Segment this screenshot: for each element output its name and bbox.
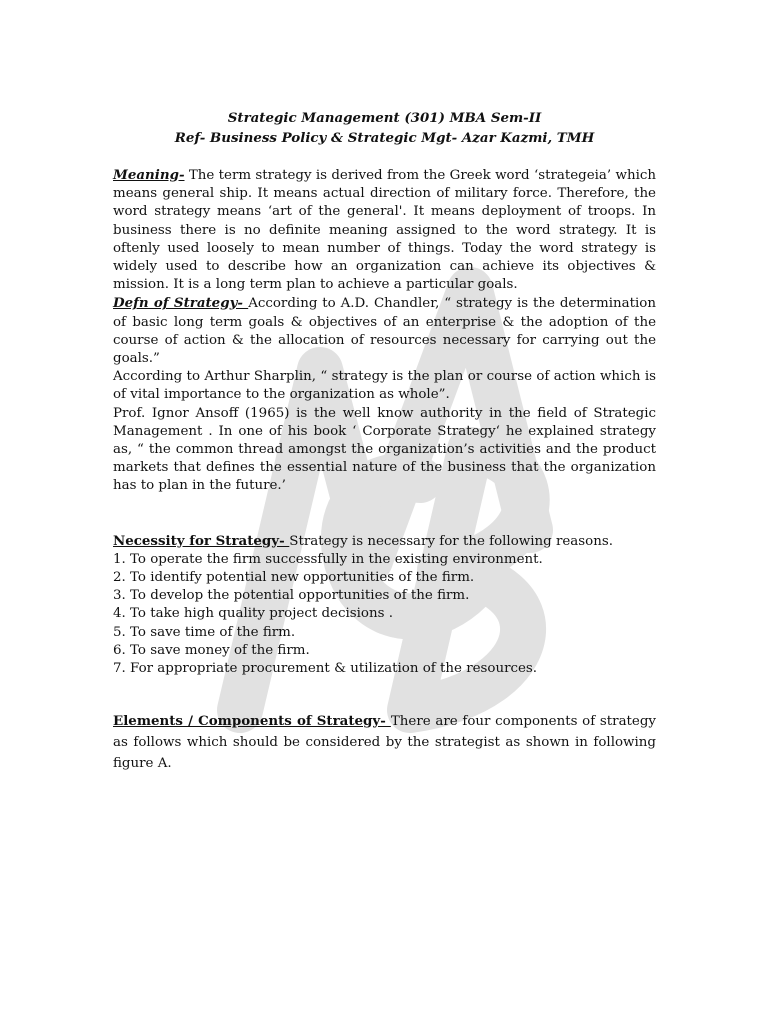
necessity-item: 7. For appropriate procurement & utilization of the resources. (113, 661, 538, 677)
definition-chandler-text: According to A.D. Chandler, “ strategy is the determination of basic long term goals & objectives of an enterprise & the adoption of the course of action & the allocation of resources necessary for carrying out the goals.” (113, 296, 656, 367)
meaning-text: The term strategy is derived from the Greek word ‘strategeia’ which means general ship. It means actual direction of military force. Therefore, the word strategy means ‘art of the general'. It means deployment of troops. In business there is no definite meaning assigned to the word strategy. It is oftenly used loosely to mean number of things. Today the word strategy is widely used to describe how an organization can achieve its objectives & mission. It is a long term plan to achieve a particular goals. (113, 168, 656, 293)
necessity-item: 2. To identify potential new opportunities of the firm. (113, 570, 475, 586)
definition-heading: Defn of Strategy- (113, 295, 249, 312)
title-line-2: Ref- Business Policy & Strategic Mgt- Azar Kazmi, TMH (174, 130, 595, 146)
elements-text: There are four components of strategy as follows which should be considered by the strategist as shown in following figure A. (113, 714, 656, 772)
elements-heading: Elements / Components of Strategy- (113, 713, 391, 730)
necessity-item: 1. To operate the firm successfully in the existing environment. (113, 551, 543, 567)
meaning-paragraph (113, 166, 656, 294)
necessity-item: 6. To save money of the firm. (113, 642, 310, 658)
title-line-1: Strategic Management (301) MBA Sem-II (227, 110, 542, 126)
necessity-section (113, 532, 656, 679)
document-page (113, 108, 656, 774)
necessity-item: 4. To take high quality project decisions . (113, 606, 393, 622)
meaning-heading: Meaning- (113, 167, 185, 183)
necessity-item: 5. To save time of the firm. (113, 624, 296, 640)
necessity-heading: Necessity for Strategy- (113, 532, 290, 549)
elements-paragraph (113, 711, 656, 774)
definition-sharplin-paragraph: According to Arthur Sharplin, “ strategy is the plan or course of action which is of vital importance to the organization as whole”. (113, 369, 656, 403)
definition-ansoff-paragraph: Prof. Ignor Ansoff (1965) is the well know authority in the field of Strategic Management . In one of his book ‘ Corporate Strategy‘ he explained strategy as, “ the common thread amongst the organization’s activities and the product markets that defines the essential nature of the business that the organization has to plan in the future.’ (113, 405, 656, 494)
necessity-intro-line (113, 532, 656, 551)
document-title (113, 108, 656, 148)
necessity-item: 3. To develop the potential opportunities of the firm. (113, 588, 470, 604)
necessity-intro: Strategy is necessary for the following reasons. (289, 533, 613, 549)
definition-paragraph (113, 294, 656, 368)
